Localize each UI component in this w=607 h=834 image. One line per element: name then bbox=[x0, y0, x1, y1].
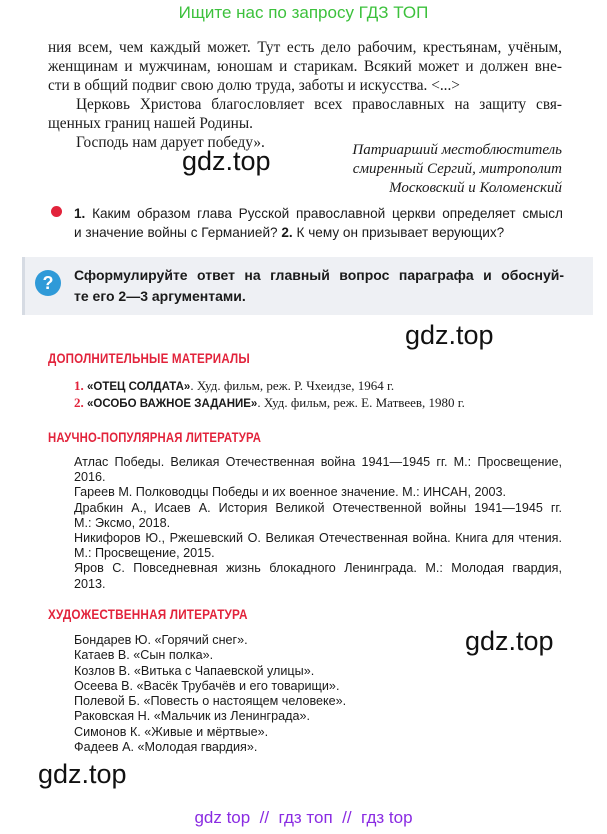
popular-literature-list bbox=[74, 455, 562, 592]
callout-line: те его 2—3 аргументами. bbox=[74, 288, 246, 304]
literature-line: Драбкин А., Исаев А. История Великой Отечественной войны 1941—1945 гг. bbox=[74, 500, 562, 515]
literature-line: Атлас Победы. Великая Отечественная война 1941—1945 гг. М.: Просвещение, bbox=[74, 455, 562, 469]
watermark: gdz.top bbox=[182, 146, 271, 176]
popular-literature-heading: НАУЧНО-ПОПУЛЯРНАЯ ЛИТЕРАТУРА bbox=[48, 430, 262, 445]
quote-line: Господь нам дарует победу». bbox=[76, 134, 265, 151]
question-number: 1. bbox=[74, 206, 86, 221]
fiction-list bbox=[74, 633, 394, 755]
materials-number: 1. bbox=[74, 378, 84, 393]
literature-line: Гареев М. Полководцы Победы и их военное значение. М.: ИНСАН, 2003. bbox=[74, 485, 507, 500]
quote-line: Церковь Христова благословляет всех православных на защиту свя- bbox=[76, 96, 562, 113]
fiction-item: Симонов К. «Живые и мёртвые». bbox=[74, 724, 269, 739]
film-details: . Худ. фильм, реж. Р. Чхеидзе, 1964 г. bbox=[190, 378, 395, 393]
callout-line: Сформулируйте ответ на главный вопрос параграфа и обоснуй- bbox=[74, 267, 564, 283]
materials-heading: ДОПОЛНИТЕЛЬНЫЕ МАТЕРИАЛЫ bbox=[48, 351, 250, 366]
literature-line: М.: Просвещение, 2015. bbox=[74, 546, 215, 561]
signature bbox=[300, 141, 562, 198]
fiction-item: Раковская Н. «Мальчик из Ленинграда». bbox=[74, 709, 310, 724]
literature-line: 2013. bbox=[74, 576, 106, 591]
fiction-item: Катаев В. «Сын полка». bbox=[74, 648, 214, 663]
quote-line: ния всем, чем каждый может. Тут есть дело рабочим, крестьянам, учёным, bbox=[48, 39, 562, 56]
question-text bbox=[74, 204, 563, 242]
callout-text bbox=[74, 265, 564, 307]
quote-line: сти в общий подвиг свою долю труда, заботы и искусства. <...> bbox=[48, 77, 460, 94]
top-banner: Ищите нас по запросу ГДЗ ТОП bbox=[178, 3, 429, 22]
fiction-item: Осеева В. «Васёк Трубачёв и его товарищи». bbox=[74, 678, 340, 693]
film-title: «ОСОБО ВАЖНОЕ ЗАДАНИЕ» bbox=[87, 398, 258, 410]
signature-line: смиренный Сергий, митрополит bbox=[352, 161, 562, 177]
materials-item bbox=[74, 394, 465, 413]
literature-line: Яров С. Повседневная жизнь блокадного Ленинграда. М.: Молодая гвардия, bbox=[74, 561, 562, 576]
question-part: и значение войны с Германией? bbox=[74, 225, 282, 240]
watermark: gdz.top bbox=[465, 626, 554, 656]
question-number: 2. bbox=[281, 225, 293, 240]
question-part: К чему он призывает верующих? bbox=[292, 225, 505, 240]
fiction-heading: ХУДОЖЕСТВЕННАЯ ЛИТЕРАТУРА bbox=[48, 607, 248, 622]
fiction-item: Козлов В. «Витька с Чапаевской улицы». bbox=[74, 663, 315, 678]
fiction-item: Бондарев Ю. «Горячий снег». bbox=[74, 633, 248, 647]
film-title: «ОТЕЦ СОЛДАТА» bbox=[87, 381, 191, 393]
signature-line: Московский и Коломенский bbox=[389, 180, 562, 196]
quote-line: щенных границ нашей Родины. bbox=[48, 115, 253, 132]
footer-links: gdz top // гдз топ // гдз top bbox=[194, 808, 413, 827]
question-mark-icon: ? bbox=[35, 270, 61, 296]
watermark: gdz.top bbox=[405, 320, 494, 350]
question-part: Каким образом глава Русской православной церкви определяет смысл bbox=[85, 206, 563, 221]
fiction-item: Полевой Б. «Повесть о настоящем человеке». bbox=[74, 694, 347, 709]
watermark: gdz.top bbox=[38, 759, 127, 789]
quote-text bbox=[48, 38, 562, 152]
quote-line: женщинам и мужчинам, юношам и старикам. Всякий может и должен вне- bbox=[48, 58, 562, 75]
literature-line: Никифоров Ю., Ржешевский О. Великая Отечественная война. Книга для чтения. bbox=[74, 531, 562, 546]
signature-line: Патриарший местоблюститель bbox=[352, 142, 562, 158]
question-bullet-icon bbox=[51, 206, 62, 217]
fiction-item: Фадеев А. «Молодая гвардия». bbox=[74, 740, 258, 755]
materials-number: 2. bbox=[74, 395, 84, 410]
literature-line: 2016. bbox=[74, 470, 106, 485]
literature-line: М.: Эксмо, 2018. bbox=[74, 515, 171, 530]
film-details: . Худ. фильм, реж. Е. Матвеев, 1980 г. bbox=[257, 395, 465, 410]
